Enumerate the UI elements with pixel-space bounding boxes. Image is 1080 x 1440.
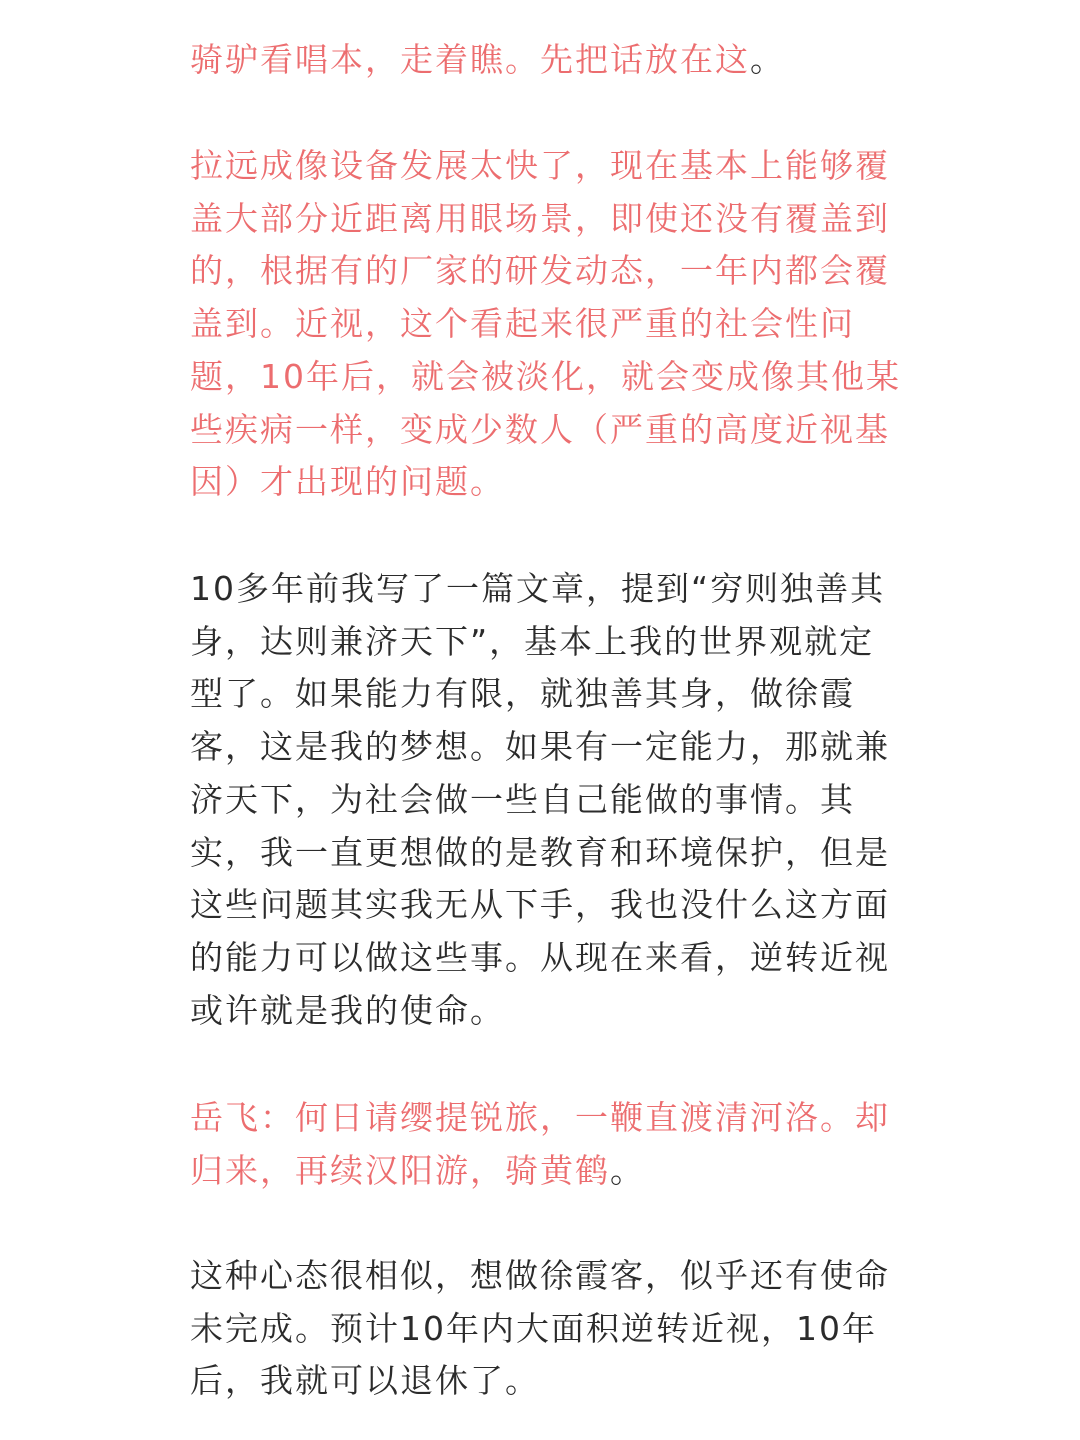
text-line: 实，我一直更想做的是教育和环境保护，但是 xyxy=(190,832,890,872)
text-line: 身，达则兼济天下”，基本上我的世界观就定 xyxy=(190,621,875,661)
text-line: 岳飞：何日请缨提锐旅，一鞭直渡清河洛。却 xyxy=(190,1098,890,1137)
text-line xyxy=(190,985,900,1038)
paragraph-imaging-devices xyxy=(190,140,900,509)
end-mark: 。 xyxy=(505,1361,540,1401)
end-mark: 。 xyxy=(470,990,505,1030)
text-line: 型了。如果能力有限，就独善其身，做徐霞 xyxy=(190,674,855,714)
text-line: 的，根据有的厂家的研发动态，一年内都会覆 xyxy=(190,251,890,291)
end-mark: 。 xyxy=(610,1150,645,1190)
text-line: 盖大部分近距离用眼场景，即使还没有覆盖到 xyxy=(190,198,890,238)
text-line: 盖到。近视，这个看起来很严重的社会性问 xyxy=(190,304,855,344)
text-line: 济天下，为社会做一些自己能做的事情。其 xyxy=(190,779,855,819)
text-line: 客，这是我的梦想。如果有一定能力，那就兼 xyxy=(190,727,890,767)
line-text: 因）才出现的问题 xyxy=(190,462,470,502)
end-mark: 。 xyxy=(750,40,785,79)
paragraph-worldview xyxy=(190,563,900,1037)
line-text: 归来，再续汉阳游，骑黄鹤 xyxy=(190,1150,610,1190)
line-text: 后，我就可以退休了 xyxy=(190,1361,505,1401)
line-text: 骑驴看唱本，走着瞧。先把话放在这 xyxy=(190,40,750,79)
line-text: 或许就是我的使命 xyxy=(190,990,470,1030)
text-line xyxy=(190,456,900,509)
text-line xyxy=(190,1145,900,1198)
text-line: 的能力可以做这些事。从现在来看，逆转近视 xyxy=(190,937,890,977)
text-line: 些疾病一样，变成少数人（严重的高度近视基 xyxy=(190,409,890,449)
paragraph-yue-fei-poem xyxy=(190,1092,900,1197)
text-line: 未完成。预计10年内大面积逆转近视，10年 xyxy=(190,1308,877,1348)
text-line: 这种心态很相似，想做徐霞客，似乎还有使命 xyxy=(190,1256,890,1295)
text-line xyxy=(190,1355,900,1408)
text-line: 10多年前我写了一篇文章，提到“穷则独善其 xyxy=(190,569,886,608)
text-line xyxy=(190,34,900,87)
text-line: 这些问题其实我无从下手，我也没什么这方面 xyxy=(190,885,890,925)
paragraph-retirement xyxy=(190,1250,900,1408)
text-line: 题，10年后，就会被淡化，就会变成像其他某 xyxy=(190,356,901,396)
end-mark: 。 xyxy=(470,462,505,502)
text-line: 拉远成像设备发展太快了，现在基本上能够覆 xyxy=(190,146,890,185)
paragraph-opening-remark xyxy=(190,34,900,87)
